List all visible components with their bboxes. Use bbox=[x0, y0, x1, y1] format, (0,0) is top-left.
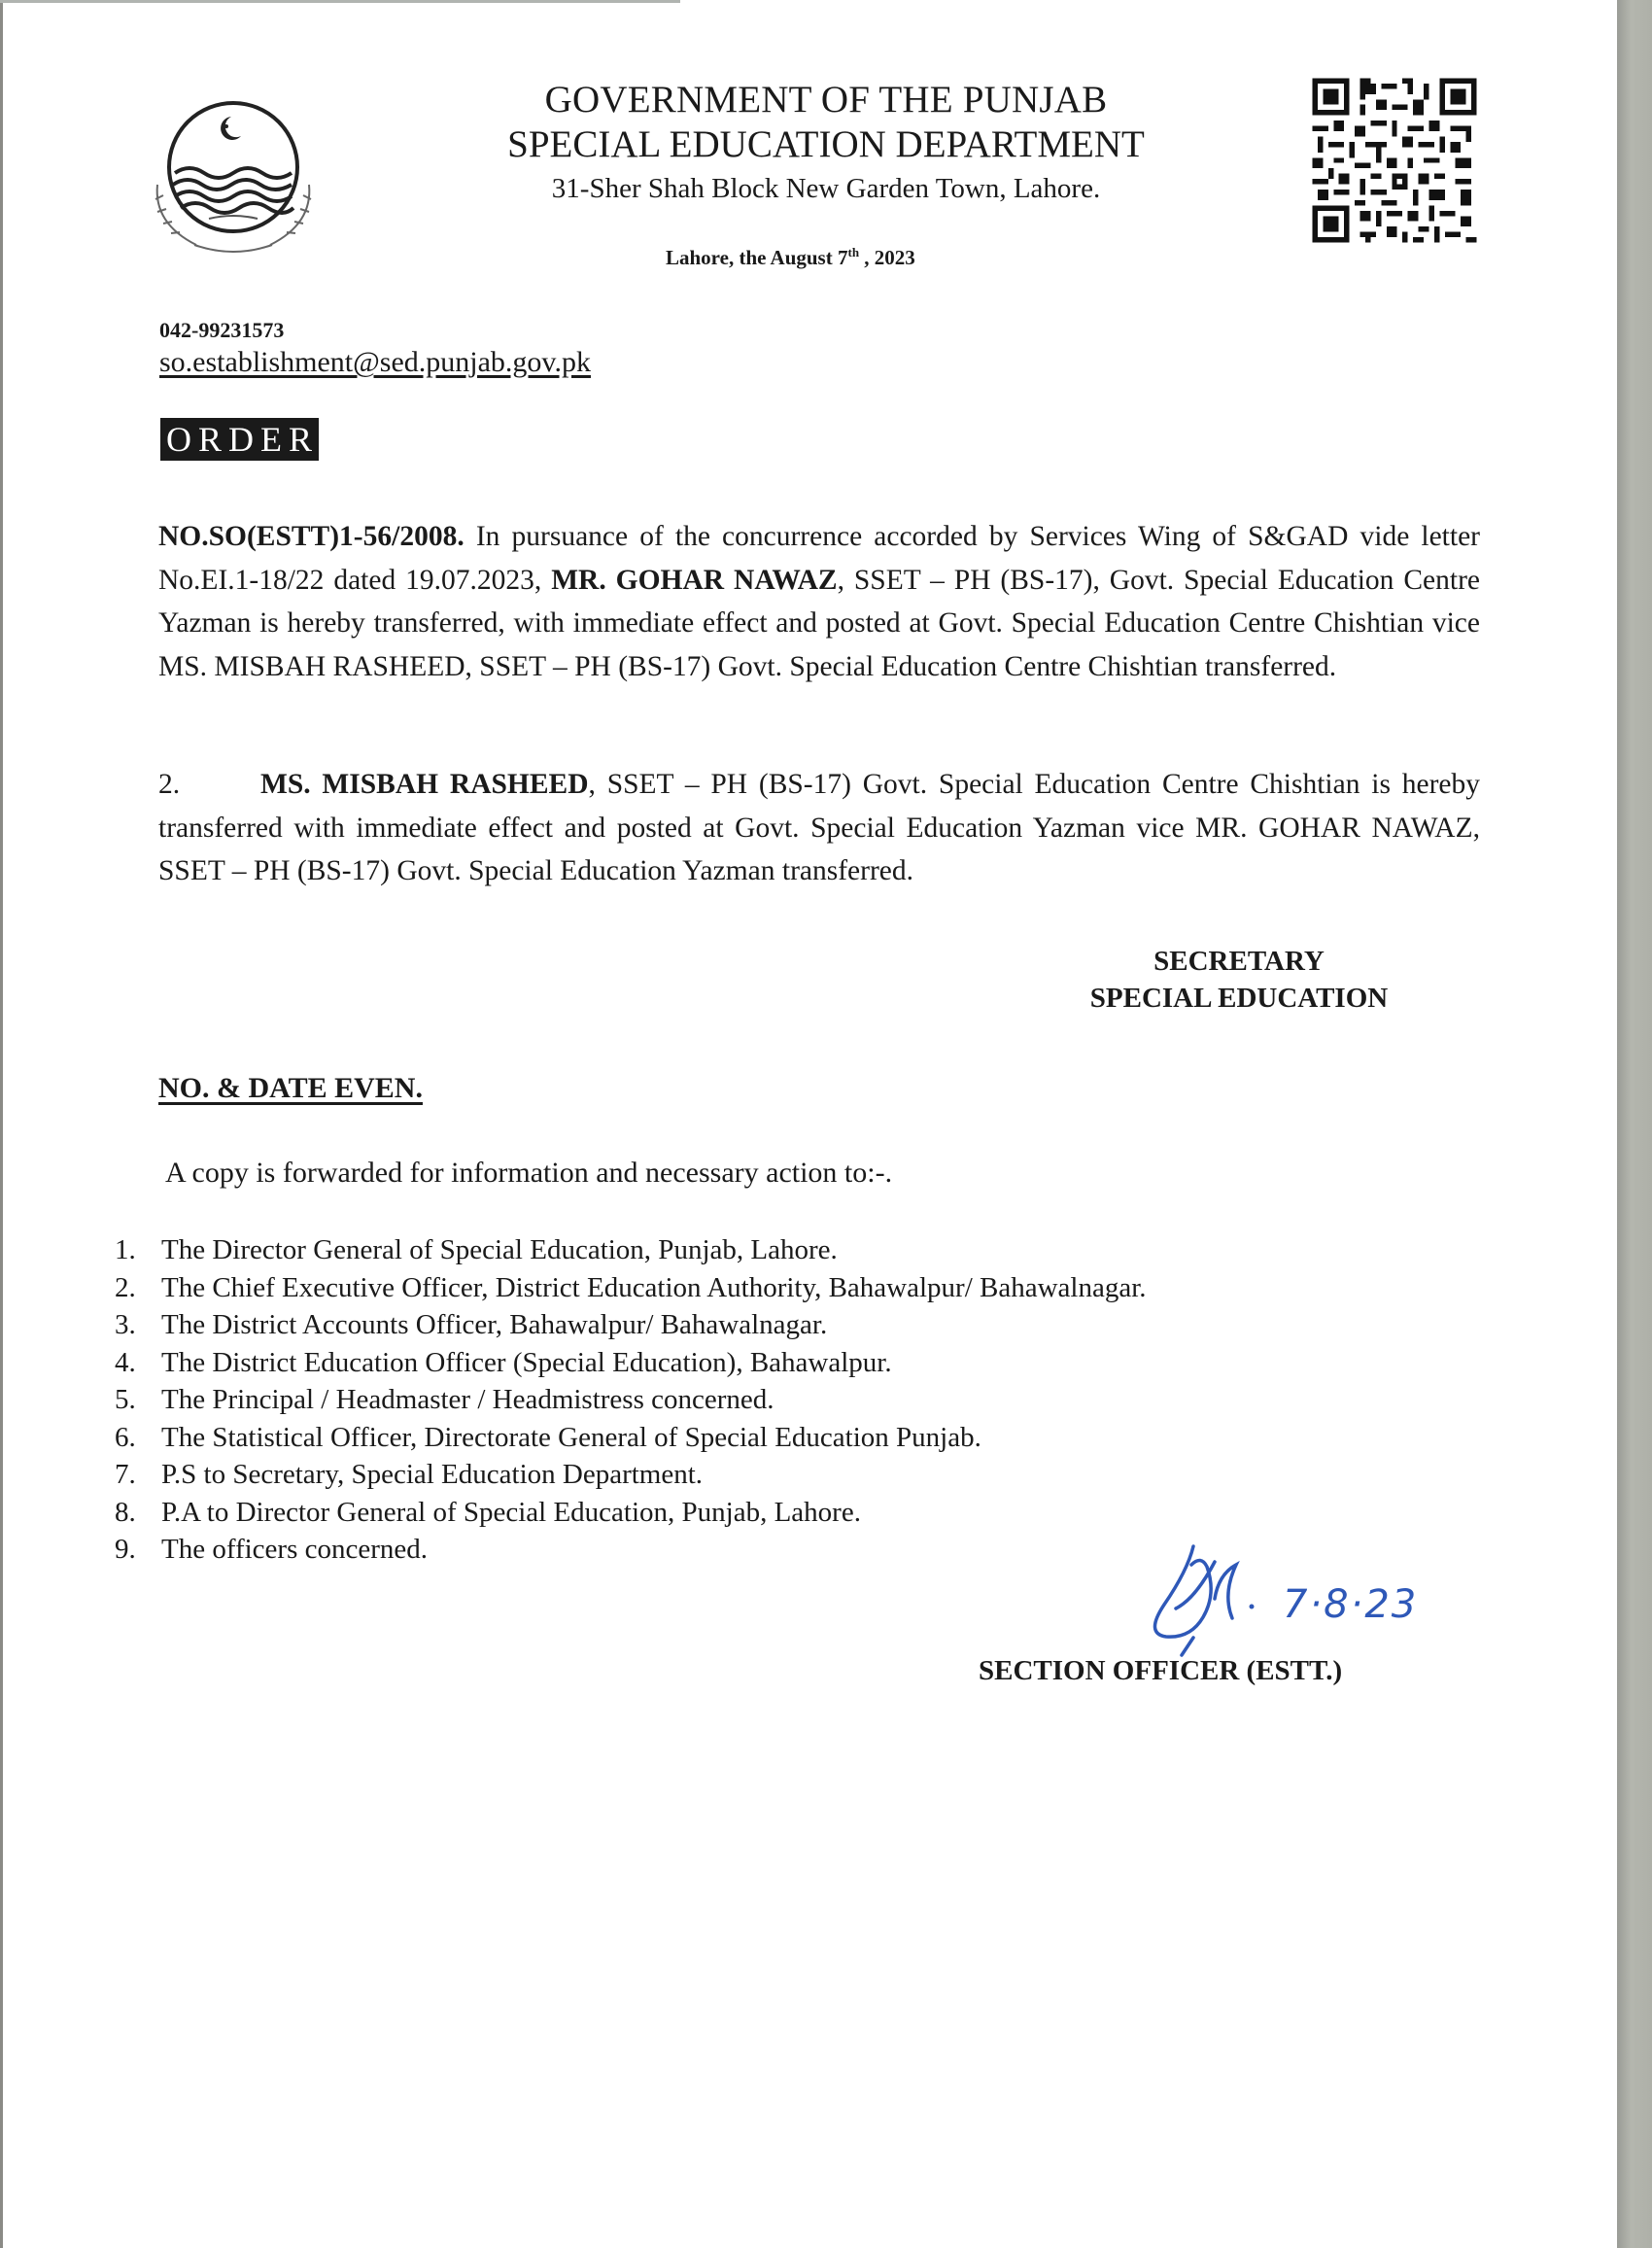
no-date-even-heading: NO. & DATE EVEN. bbox=[158, 1072, 423, 1104]
contact-phone: 042-99231573 bbox=[159, 318, 285, 342]
list-number: 7. bbox=[115, 1459, 136, 1490]
section-officer-signatory: SECTION OFFICER (ESTT.) bbox=[979, 1655, 1343, 1686]
list-item bbox=[115, 1306, 1147, 1344]
department-title: SPECIAL EDUCATION DEPARTMENT bbox=[507, 123, 1145, 165]
list-number: 6. bbox=[115, 1421, 136, 1453]
contact-email-link[interactable]: so.establishment@sed.punjab.gov.pk bbox=[159, 346, 591, 378]
list-text: P.A to Director General of Special Education, Punjab, Lahore. bbox=[161, 1496, 861, 1528]
copy-to-list bbox=[115, 1231, 1147, 1569]
list-text: The District Accounts Officer, Bahawalpur/ Bahawalnagar. bbox=[161, 1309, 828, 1340]
list-item bbox=[115, 1344, 1147, 1382]
list-text: The Chief Executive Officer, District Education Authority, Bahawalpur/ Bahawalnagar. bbox=[161, 1271, 1147, 1303]
list-text: The Principal / Headmaster / Headmistress concerned. bbox=[161, 1384, 774, 1415]
order-paragraph-2 bbox=[158, 763, 1480, 893]
list-text: P.S to Secretary, Special Education Department. bbox=[161, 1459, 704, 1490]
paragraph-number: 2. bbox=[158, 769, 181, 800]
officer-name-1: MR. GOHAR NAWAZ bbox=[551, 564, 838, 596]
list-item bbox=[115, 1231, 1147, 1269]
para2-text: , SSET – PH (BS-17) Govt. Special Education Centre Chishtian is hereby transferred with immediate effect and posted at Govt. Special Education Yazman vice MR. GOHAR NAWAZ, SSET – PH (BS-17) Govt. Special Education Yazman transferred. bbox=[158, 769, 1481, 886]
list-item bbox=[115, 1531, 1147, 1569]
para1-text-a: In pursuance of the concurrence accorded by Services Wing of S&GAD vide letter No.EI.1-18/22 dated 19.07.2023, bbox=[158, 521, 1480, 596]
list-number: 3. bbox=[115, 1309, 136, 1340]
list-number: 1. bbox=[115, 1234, 136, 1265]
list-text: The Statistical Officer, Directorate General of Special Education Punjab. bbox=[161, 1421, 981, 1453]
date-suffix: , 2023 bbox=[859, 246, 915, 269]
scan-edge-right bbox=[1617, 0, 1652, 2248]
list-item bbox=[115, 1419, 1147, 1457]
date-prefix: Lahore, the August 7 bbox=[666, 246, 848, 269]
order-paragraph-1 bbox=[158, 515, 1480, 688]
punjab-emblem-icon bbox=[136, 87, 330, 262]
list-text: The officers concerned. bbox=[161, 1534, 429, 1565]
letterhead bbox=[418, 78, 1234, 208]
scan-edge-left bbox=[0, 0, 3, 2248]
list-number: 4. bbox=[115, 1346, 136, 1378]
list-item bbox=[115, 1456, 1147, 1494]
list-number: 2. bbox=[115, 1271, 136, 1303]
forward-note: A copy is forwarded for information and necessary action to:-. bbox=[165, 1157, 893, 1189]
government-title: GOVERNMENT OF THE PUNJAB bbox=[544, 79, 1108, 121]
qr-code-icon bbox=[1307, 73, 1482, 248]
date-superscript: th bbox=[847, 245, 860, 259]
signature-date: 7·8·23 bbox=[1283, 1582, 1419, 1627]
list-item bbox=[115, 1494, 1147, 1532]
list-number: 9. bbox=[115, 1534, 136, 1565]
list-item bbox=[115, 1269, 1147, 1307]
list-number: 5. bbox=[115, 1384, 136, 1415]
signatory-title: SECRETARY bbox=[1153, 946, 1325, 977]
order-heading: ORDER bbox=[160, 418, 319, 461]
signatory-department: SPECIAL EDUCATION bbox=[1089, 983, 1389, 1014]
list-number: 8. bbox=[115, 1496, 136, 1528]
officer-name-2: MS. MISBAH RASHEED bbox=[260, 769, 589, 800]
scan-edge-top bbox=[0, 0, 680, 3]
list-item bbox=[115, 1381, 1147, 1419]
list-text: The District Education Officer (Special Education), Bahawalpur. bbox=[161, 1346, 892, 1378]
letter-date bbox=[666, 245, 915, 270]
order-reference-number: NO.SO(ESTT)1-56/2008. bbox=[158, 521, 465, 552]
para1-text-b: , SSET – PH (BS-17), Govt. Special Education Centre Yazman is hereby transferred, with immediate effect and posted at Govt. Special Education Centre Chishtian vice MS. MISBAH RASHEED, SSET – PH (BS-17) Govt. Special Education Centre Chishtian transferred. bbox=[158, 564, 1480, 682]
department-address: 31-Sher Shah Block New Garden Town, Lahore. bbox=[551, 173, 1101, 204]
list-text: The Director General of Special Education, Punjab, Lahore. bbox=[161, 1234, 838, 1265]
secretary-signatory bbox=[1059, 943, 1419, 1017]
